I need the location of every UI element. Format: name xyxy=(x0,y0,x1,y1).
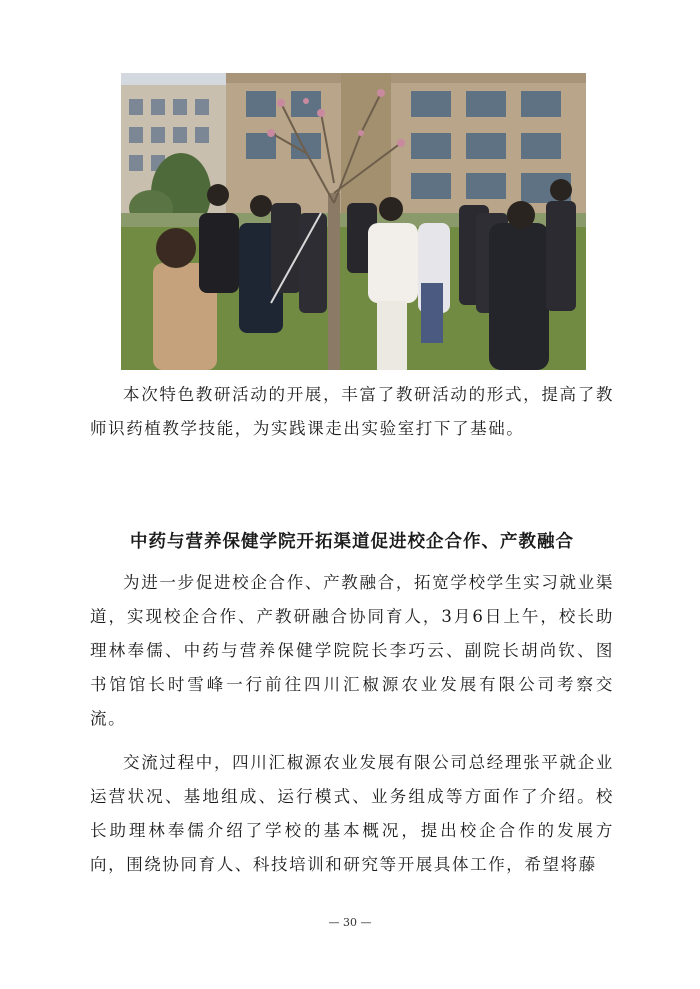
paragraph-exchange: 交流过程中，四川汇椒源农业发展有限公司总经理张平就企业运营状况、基地组成、运行模式、业务组成等方面作了介绍。校长助理林奉儒介绍了学校的基本概况，提出校企合作的发展方向，围绕协同育人、科技培训和研究等开展具体工作，希望将藤 xyxy=(90,753,614,874)
section-heading: 中药与营养保健学院开拓渠道促进校企合作、产教融合 xyxy=(130,532,574,552)
activity-photo-illustration xyxy=(121,73,586,370)
activity-photo xyxy=(121,73,586,370)
paragraph-summary: 本次特色教研活动的开展，丰富了教研活动的形式，提高了教师识药植教学技能，为实践课走出实验室打下了基础。 xyxy=(90,385,614,438)
page-number: — 30 — xyxy=(328,916,372,929)
paragraph-visit: 为进一步促进校企合作、产教融合，拓宽学校学生实习就业渠道，实现校企合作、产教研融合协同育人，3月6日上午，校长助理林奉儒、中药与营养保健学院院长李巧云、副院长胡尚钦、图书馆馆长时雪峰一行前往四川汇椒源农业发展有限公司考察交流。 xyxy=(90,573,614,728)
